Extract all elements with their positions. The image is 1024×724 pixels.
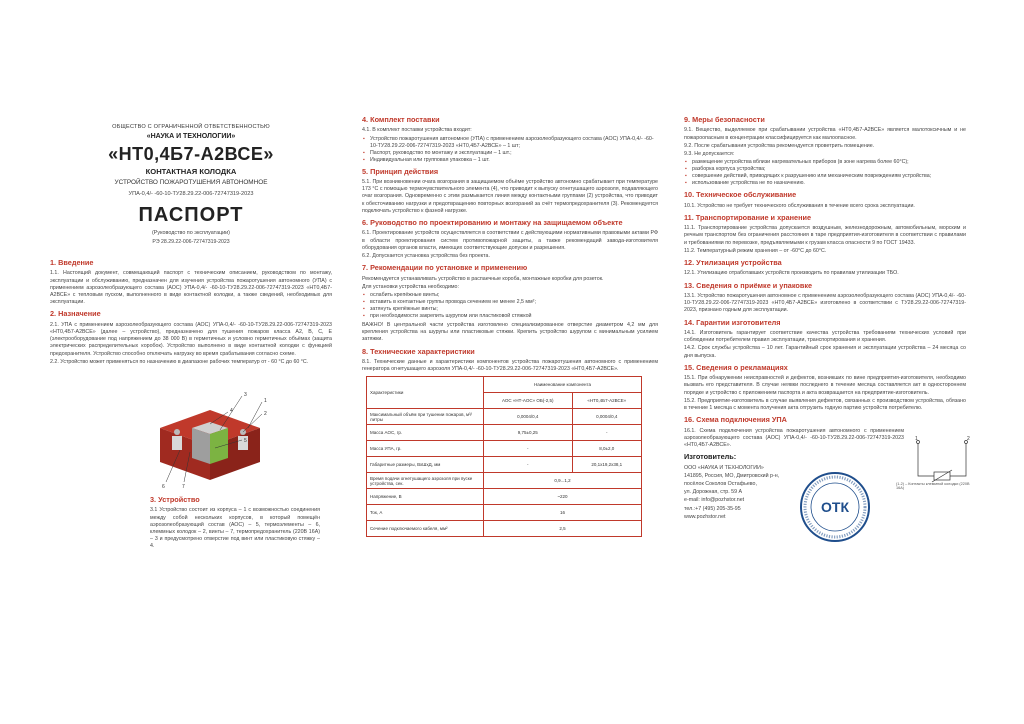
section-text: 2.1. УПА с применением аэрозолеобразующего состава (АОС) УПА-0,4/- -60-10-ТУ28.29.22-006-72747319-2023 «НТ0,4Б7-А2ВСЕ» (далее – устройство), предназначено для тушения пожаров класса А2, В, С, Е (электрооборудование под напряжением до 38 000 В) в герметичных и условно герметичных объёмах (защита электрических распределительных коробок). Устройство выполнено в виде контактной колодки с функцией предохранителя. Устройство способно отключать нагрузку во время срабатывания согласно схеме. <box>50 321 332 357</box>
section-text: 4.1. В комплект поставки устройства входит: <box>362 127 472 134</box>
manufacturer-line: ул. Дорожная, стр. 59 А <box>684 489 743 496</box>
manufacturer-line: посёлок Соколов Остафьево, <box>684 481 757 487</box>
column-1 <box>50 112 332 367</box>
table-cell: - <box>484 441 573 457</box>
stamp-text: ОТК <box>821 499 849 515</box>
table-header-cell: Характеристики <box>367 377 484 409</box>
manufacturer-line: ООО «НАУКА И ТЕХНОЛОГИИ» <box>684 464 764 471</box>
section-text: 11.1. Транспортирование устройства допускается воздушным, железнодорожным, автомобильным, морским и речным транспортом без ограничения расстояния в таре предприятия-изготовителя в соответствии с правилами и требованиями по перевозке, предъявляемыми к грузам класса опасности 9 по ГОСТ 19433. <box>684 225 966 246</box>
table-cell: 8,0±2,0 <box>572 441 641 457</box>
section-safety <box>684 116 966 187</box>
section-text: 8.1. Технические данные и характеристики компонентов устройства пожаротушения автономного с применением генератора огнетушащего аэрозоля УПА-0,4/- -60-10-ТУ28.29.22-006-72747319-2023 «НТ0,4Б7-А2ВСЕ». <box>362 359 658 373</box>
device-body <box>160 410 260 480</box>
section-text: 14.2. Срок службы устройства – 10 лет. Гарантийный срок хранения и эксплуатации устройства – 24 месяца со дня выпуска. <box>684 345 966 359</box>
section-specifications <box>362 348 658 538</box>
table-row <box>367 489 642 505</box>
list-item: ▪ вставить в контактные группы провода сечением не менее 2,5 мм²; <box>370 299 658 306</box>
list-item: ▪ разборка корпуса устройства; <box>692 166 966 173</box>
section-text: 3.1 Устройство состоит из корпуса – 1 с возможностью соединения между собой нескольких корпусов, в который помещён аэрозолеобразующий состав (АОС) – 5, термоэлементы – 6, клеммных колодок – 2, винты – 7, термопредохранитель (220В 16А) – 3 и предусмотрено отверстие под винт или пластиковую стяжку – 4. <box>150 507 320 550</box>
section-design-guide <box>362 219 658 260</box>
section-text: 12.1. Утилизацию отработавших устройств производить по правилам утилизации ТБО. <box>684 270 899 277</box>
table-cell: Масса УПА, гр. <box>367 441 484 457</box>
document-subtitle: (Руководство по эксплуатации) <box>152 230 230 236</box>
section-heading: 5. Принцип действия <box>362 166 439 176</box>
table-cell: 20,1х19,2х38,1 <box>572 457 641 473</box>
section-heading: 10. Техническое обслуживание <box>684 190 797 200</box>
title-block <box>50 124 332 245</box>
table-cell: - <box>484 457 573 473</box>
section-heading: 4. Комплект поставки <box>362 115 440 124</box>
list-item: ▪ Устройство пожаротушения автономное (УПА) с применением аэрозолеобразующего состава (АОС) УПА-0,4/- -60-10-ТУ28.29.22-006-72747319-2023 «НТ0,4Б7-А2ВСЕ» – 1 шт; <box>370 136 658 150</box>
section-text: 10.1. Устройство не требует технического обслуживания в течение всего срока эксплуатации. <box>684 202 915 209</box>
section-text: 6.2. Допускается установка устройства без проекта. <box>362 253 490 259</box>
table-cell: Масса АОС, гр. <box>367 425 484 441</box>
section-installation <box>362 264 658 343</box>
diagram-label: 4 <box>230 408 233 414</box>
important-note: ВАЖНО! В центральной части устройства изготовлено специализированное отверстие диаметром 4,2 мм для крепления устройства на шурупы или пластиковые стяжки. Крепить устройство шурупом с минимальным усилием затяжки. <box>362 322 658 343</box>
section-heading: 13. Сведения о приёмке и упаковке <box>684 280 813 290</box>
section-text: 9.3. Не допускается: <box>684 151 735 157</box>
diagram-label: 3 <box>244 392 247 398</box>
table-cell: - <box>572 425 641 441</box>
section-introduction <box>50 259 332 306</box>
section-text: 15.2. Предприятие-изготовитель в случае выявления дефектов, связанных с производством устройства, обязано в течение 1 месяца с момента получения акта отгрузить годную партию устройств потребителю. <box>684 397 966 411</box>
section-text: 1.1. Настоящий документ, совмещающий паспорт с техническим описанием, руководством по монтажу, эксплуатации и обслуживанию, предназначен для изучения устройства пожаротушения автономного (УПА) с применением аэрозолеобразующего состава (АОС) УПА-0,4/- -60-10-ТУ28.29.22-006-72747319-2023 «НТ0,4Б7-А2ВСЕ» с тепловым пуском, выполненного в виде контактной колодки, а также сведений, необходимых для эксплуатации. <box>50 270 332 306</box>
table-header-row <box>367 377 642 393</box>
diagram-label: 5 <box>244 438 247 444</box>
section-disposal <box>684 259 966 278</box>
section-claims <box>684 364 966 412</box>
section-heading: 8. Технические характеристики <box>362 346 475 356</box>
section-text: Рекомендуется устанавливать устройство в распаечные короба, монтажные коробки для розеток. <box>362 275 604 282</box>
product-code: УПА-0,4/- -60-10-ТУ28.29.22-006-72747319-2023 <box>128 191 254 197</box>
section-text: 9.1. Вещество, выделяемое при срабатывании устройства «НТ0,4Б7-А2ВСЕ» является малотоксичным и не пожароопасным в концентрации классифицируется как малоопасное. <box>684 127 966 141</box>
org-line-1: ОБЩЕСТВО С ОГРАНИЧЕННОЙ ОТВЕТСТВЕННОСТЬЮ <box>112 124 270 130</box>
product-description: УСТРОЙСТВО ПОЖАРОТУШЕНИЯ АВТОНОМНОЕ <box>114 179 268 186</box>
scheme-caption: (1-2) – Контакты клеммной колодки (220В 16А) <box>896 482 970 490</box>
section-maintenance <box>684 191 966 210</box>
diagram-label: 7 <box>182 484 185 490</box>
section-text: 2.2. Устройство может применяться по назначению в диапазоне рабочих температур от - 60 °С до 60 °С. <box>50 358 309 365</box>
document-code: РЭ 28.29.22-006-72747319-2023 <box>152 239 230 245</box>
table-header-cell: АОС «НТ-АОС» ОБ(-2,5) <box>484 393 573 409</box>
table-cell: Напряжение, В <box>367 489 484 505</box>
section-heading: 12. Утилизация устройства <box>684 258 782 267</box>
delivery-list <box>362 136 658 164</box>
manufacturer-heading: Изготовитель: <box>684 452 737 462</box>
section-connection-scheme <box>684 416 904 449</box>
table-cell: Максимальный объём при тушении пожаров, м³/литры <box>367 409 484 425</box>
section-heading: 15. Сведения о рекламациях <box>684 362 788 372</box>
section-operation-principle <box>362 168 658 215</box>
list-item: ▪ совершение действий, приводящих к разрушению или механическим повреждениям устройства; <box>692 173 966 180</box>
table-cell: 0,0004/0,4 <box>484 409 573 425</box>
table-header-cell: «НТ0,4Б7-А2ВСЕ» <box>572 393 641 409</box>
diagram-label: 2 <box>264 411 267 417</box>
table-cell: Время подачи огнетушащего аэрозоля при пуске устройства, сек. <box>367 473 484 489</box>
table-row <box>367 473 642 489</box>
section-heading: 9. Меры безопасности <box>684 115 765 124</box>
table-cell: Сечение подключаемого кабеля, мм² <box>367 521 484 537</box>
list-item: ▪ затянуть крепёжные винты; <box>370 306 658 313</box>
section-text: 14.1. Изготовитель гарантирует соответствие качества устройства требованиям технических условий при соблюдении потребителем правил эксплуатации, транспортирования и хранения. <box>684 329 966 344</box>
otk-stamp-icon <box>798 470 872 544</box>
table-cell: 0,0004/0,4 <box>572 409 641 425</box>
section-text: 5.1. При возникновении очага возгорания в защищаемом объёме устройство автономно срабатывает при температуре 173 °С с помощью термочувствительного элемента (4), что приводит к выпуску огнетушащего аэрозоля, подавляющего очаг возгорания. Одновременно с этим размыкается линия между контактными группами (2) устройства, что приводит к обесточиванию нагрузки и предотвращению повторных возгораний за счёт термопредохранителя (3). Рекомендуется подключать устройство к фазной нагрузке. <box>362 178 658 214</box>
document-title: ПАСПОРТ <box>138 204 244 226</box>
table-cell: 0,9...1,2 <box>484 473 642 489</box>
section-transport <box>684 214 966 255</box>
manufacturer-phone: тел.:+7 (495) 205-35-95 <box>684 505 741 512</box>
section-construction <box>150 492 320 552</box>
table-cell: Габаритные размеры, ВхШхД, мм <box>367 457 484 473</box>
table-cell: 16 <box>484 505 642 521</box>
list-item: ▪ ослабить крепёжные винты; <box>370 292 658 299</box>
section-warranty <box>684 319 966 360</box>
list-item: ▪ Паспорт, руководство по монтажу и эксплуатации – 1 шт.; <box>370 150 658 157</box>
section-text: 6.1. Проектирование устройств осуществляется в соответствии с действующими нормативными правовыми актами РФ в области проектирования систем противопожарной защиты, а также рекомендаций завода-изготовителя оборудования органов власти, имеющих соответствующие допуски и разрешения. <box>362 230 658 251</box>
table-row <box>367 505 642 521</box>
manufacturer-email: e-mail: info@pozhstor.net <box>684 497 745 504</box>
section-delivery-set <box>362 116 658 164</box>
section-text: 15.1. При обнаружении неисправностей и дефектов, возникших по вине предприятия-изготовителя, необходимо вызвать его представителя. В случае неявки последнего в течение месяца составляется акт в одностороннем порядке и устройство с приложением паспорта и акта возвращается на предприятие-изготовитель. <box>684 375 966 396</box>
section-heading: 7. Рекомендации по установке и применению <box>362 263 528 273</box>
table-row <box>367 457 642 473</box>
table-row <box>367 521 642 537</box>
pin-label: 2 <box>967 436 970 442</box>
section-text: 13.1. Устройство пожаротушения автономное с применением аэрозолеобразующего состава (АОС) УПА-0,4/- -60-10-ТУ28.29.22-006-72747319-2023 «НТ0,4Б7-А2ВСЕ» изготовлено в соответствии с ТУ28.29.22-006-72747319-2023, признано годным для эксплуатации. <box>684 292 966 314</box>
table-cell: 9,75±0,25 <box>484 425 573 441</box>
pin-label: 1 <box>915 436 918 442</box>
section-text: Для установки устройства необходимо: <box>362 283 459 290</box>
table-row <box>367 409 642 425</box>
table-row <box>367 425 642 441</box>
list-item: ▪ использование устройства не по назначению. <box>692 180 966 187</box>
org-line-2: «НАУКА И ТЕХНОЛОГИИ» <box>146 133 236 140</box>
list-item: ▪ Индивидуальная или групповая упаковка – 1 шт. <box>370 157 658 164</box>
product-name: «НТ0,4Б7-А2ВСЕ» <box>108 144 274 164</box>
table-cell: ~220 <box>484 489 642 505</box>
installation-list <box>362 292 658 320</box>
manufacturer-website: www.pozhstor.net <box>684 513 726 520</box>
section-heading: 6. Руководство по проектированию и монтажу на защищаемом объекте <box>362 218 623 227</box>
section-heading: 1. Введение <box>50 258 94 267</box>
section-heading: 2. Назначение <box>50 309 101 319</box>
list-item: ▪ при необходимости закрепить шурупом или пластиковой стяжкой <box>370 313 658 320</box>
table-header-cell: Наименование компонента <box>484 377 642 393</box>
table-row <box>367 441 642 457</box>
list-item: ▪ размещение устройства вблизи нагревательных приборов (в зоне нагрева более 60°С); <box>692 159 966 166</box>
table-cell: 2,5 <box>484 521 642 537</box>
table-cell: Ток, А <box>367 505 484 521</box>
section-text: 9.2. После срабатывания устройства рекомендуется проветрить помещение. <box>684 142 875 149</box>
diagram-label: 1 <box>264 398 267 404</box>
safety-list <box>684 159 966 187</box>
device-diagram <box>150 388 280 498</box>
diagram-label: 6 <box>162 484 165 490</box>
product-subtitle: КОНТАКТНАЯ КОЛОДКА <box>145 167 237 176</box>
manufacturer-line: 141895, Россия, МО, Дмитровский р-н, <box>684 472 780 479</box>
section-text: 11.2. Температурный режим хранения – от -60°С до 60°С. <box>684 247 827 254</box>
section-heading: 14. Гарантии изготовителя <box>684 317 781 327</box>
section-heading: 16. Схема подключения УПА <box>684 415 787 425</box>
section-heading: 11. Транспортирование и хранение <box>684 212 812 222</box>
section-acceptance <box>684 282 966 315</box>
section-text: 16.1. Схема подключения устройства пожаротушения автономного с применением аэрозолеобразующего состава (АОС) УПА-0,4/- -60-10-ТУ28.29.22-006-72747319-2023 «НТ0,4Б7-А2ВСЕ». <box>684 427 904 448</box>
section-purpose <box>50 310 332 366</box>
section-heading: 3. Устройство <box>150 495 200 504</box>
column-2 <box>362 112 658 537</box>
specifications-table <box>366 376 642 537</box>
